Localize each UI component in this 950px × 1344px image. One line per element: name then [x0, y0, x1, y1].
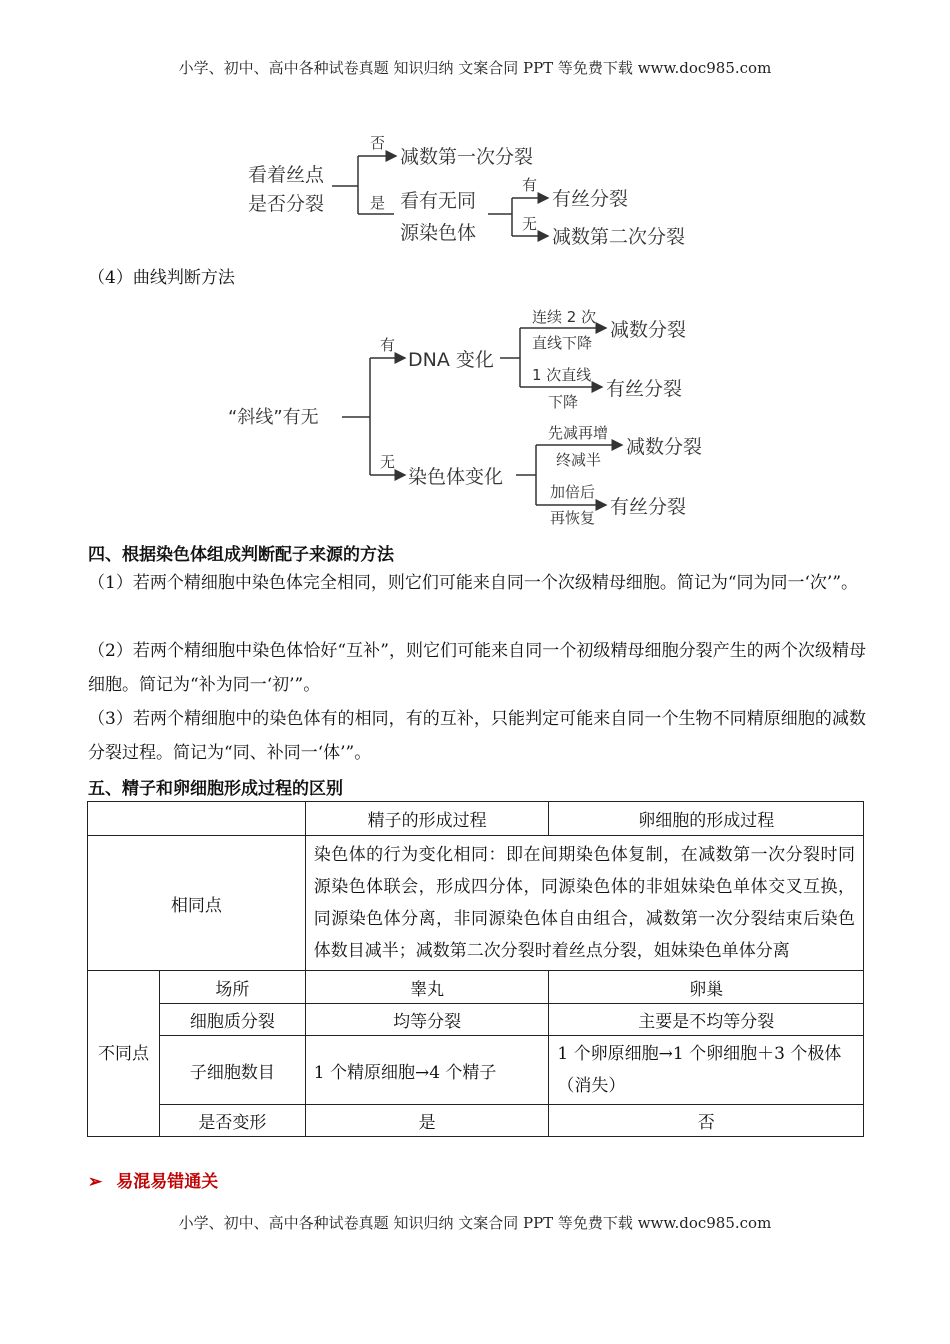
table-corner-cell: [88, 802, 306, 836]
d2-has-label: 有: [380, 336, 396, 354]
arrow-bullet-icon: ➢: [88, 1172, 103, 1192]
d2-dna-node: DNA 变化: [408, 349, 494, 371]
page-header: 小学、初中、高中各种试卷真题 知识归纳 文案合同 PPT 等免费下载 www.doc985.com: [178, 59, 772, 77]
d2-dna-up-cond2: 直线下降: [532, 334, 593, 352]
d1-no-result: 减数第一次分裂: [400, 146, 534, 168]
d2-none-label: 无: [380, 453, 396, 471]
section4-paragraph-3: （3）若两个精细胞中的染色体有的相同，有的互补，只能判定可能来自同一个生物不同精原细胞的减数分裂过程。简记为“同、补同一‘体’”。: [88, 709, 866, 763]
table-row-egg: 卵巢: [549, 971, 864, 1004]
d2-dna-up-cond: 连续 2 次: [532, 308, 597, 326]
table-row-item: 是否变形: [159, 1105, 305, 1137]
curve-judgment-diagram: [0, 0, 950, 540]
d1-mid-line1: 看有无同: [400, 190, 477, 212]
d1-has-result: 有丝分裂: [552, 188, 629, 210]
d2-dna-down-cond: 1 次直线: [532, 366, 592, 384]
section4-paragraph-2: （2）若两个精细胞中染色体恰好“互补”，则它们可能来自同一个初级精母细胞分裂产生的两个次级精母细胞。简记为“补为同一‘初’”。: [88, 641, 866, 695]
table-row-item: 场所: [159, 971, 305, 1004]
col-header-egg: 卵细胞的形成过程: [549, 802, 864, 836]
same-point-label: 相同点: [88, 836, 306, 971]
d2-dna-down-cond2: 下降: [548, 393, 579, 411]
d2-chr-down-cond: 加倍后: [550, 483, 596, 501]
d1-mid-line2: 源染色体: [400, 222, 477, 244]
d2-dna-down-result: 有丝分裂: [606, 378, 683, 400]
table-row-item: 子细胞数目: [159, 1036, 305, 1105]
d1-no-label: 否: [370, 134, 386, 152]
d2-root: “斜线”有无: [228, 407, 319, 428]
d1-root-line2: 是否分裂: [248, 193, 325, 215]
table-row-sperm: 1 个精原细胞→4 个精子: [305, 1036, 549, 1105]
page-footer: 小学、初中、高中各种试卷真题 知识归纳 文案合同 PPT 等免费下载 www.doc985.com: [178, 1214, 772, 1232]
d2-chr-node: 染色体变化: [408, 466, 504, 488]
diff-point-label: 不同点: [88, 971, 160, 1137]
table-row-egg: 1 个卵原细胞→1 个卵细胞＋3 个极体（消失）: [549, 1036, 864, 1105]
table-row-sperm: 睾丸: [305, 971, 549, 1004]
comparison-table: [87, 801, 864, 1137]
table-row-sperm: 均等分裂: [305, 1004, 549, 1036]
d2-chr-up-cond: 先减再增: [548, 424, 609, 442]
col-header-sperm: 精子的形成过程: [305, 802, 549, 836]
confusion-notice: [88, 1167, 218, 1192]
table-row-sperm: 是: [305, 1105, 549, 1137]
same-point-text: 染色体的行为变化相同：即在间期染色体复制，在减数第一次分裂时同源染色体联会，形成四分体，同源染色体的非姐妹染色单体交叉互换，同源染色体分离，非同源染色体自由组合，减数第一次分裂结束后染色体数目减半；减数第二次分裂时着丝点分裂，姐妹染色单体分离: [305, 836, 863, 971]
d1-none-label: 无: [522, 215, 538, 233]
d2-chr-down-cond2: 再恢复: [550, 509, 596, 527]
d1-has-label: 有: [522, 176, 538, 194]
section4-paragraph-1: （1）若两个精细胞中染色体完全相同，则它们可能来自同一个次级精母细胞。简记为“同为同一‘次’”。: [88, 573, 859, 593]
d1-root-line1: 看着丝点: [248, 164, 325, 186]
d2-dna-up-result: 减数分裂: [610, 319, 687, 341]
d1-yes-label: 是: [370, 194, 386, 212]
table-row-item: 细胞质分裂: [159, 1004, 305, 1036]
curve-method-caption: （4）曲线判断方法: [88, 268, 235, 288]
d1-none-result: 减数第二次分裂: [552, 226, 686, 248]
table-row-egg: 主要是不均等分裂: [549, 1004, 864, 1036]
section5-title: 五、精子和卵细胞形成过程的区别: [88, 779, 343, 799]
table-row-egg: 否: [549, 1105, 864, 1137]
d2-chr-up-result: 减数分裂: [626, 436, 703, 458]
d2-chr-up-cond2: 终减半: [556, 451, 602, 469]
d2-chr-down-result: 有丝分裂: [610, 496, 687, 518]
notice-text: 易混易错通关: [116, 1172, 219, 1192]
section4-title: 四、根据染色体组成判断配子来源的方法: [88, 545, 394, 565]
